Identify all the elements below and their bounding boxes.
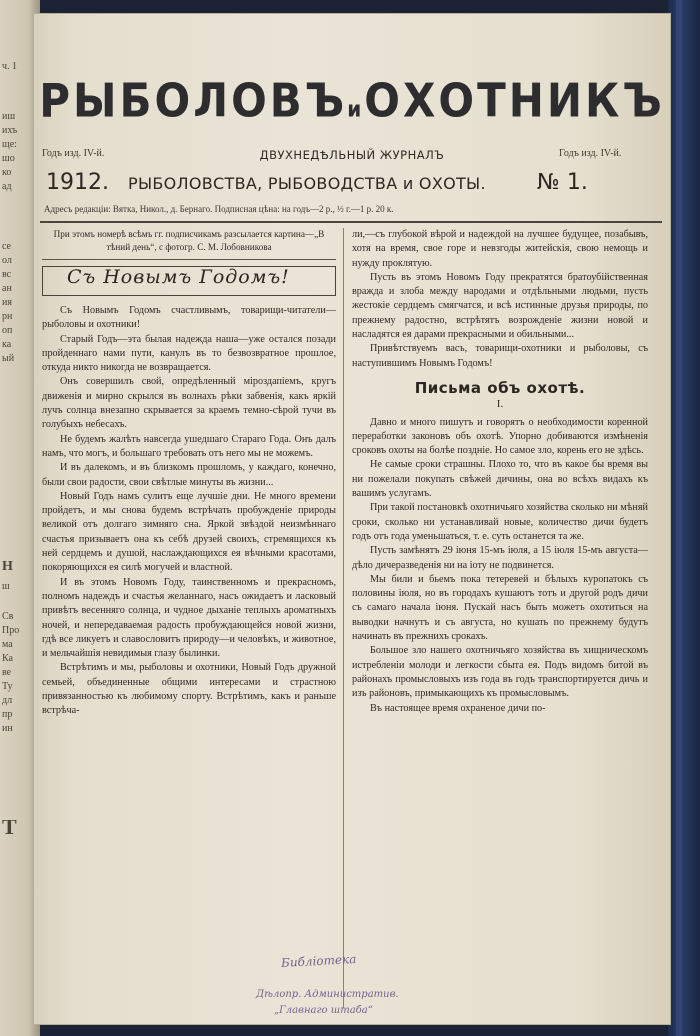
left-fragment: ще: — [2, 139, 17, 150]
left-fragment: ин — [2, 723, 13, 734]
issue-number: № 1. — [537, 170, 588, 195]
left-fragment: ч. 1 — [2, 61, 18, 72]
left-fragment: ый — [2, 353, 15, 364]
article-paragraph: Мы били и бьемъ пока тетеревей и бѣлыхъ куропатокъ съ половины іюля, но въ городахъ кушаютъ тотъ и другой родъ дичи съ самаго начала іюня. Пускай насъ быть можетъ охотиться на выводки начнутъ и съ августа, но кушать по прежнему будутъ начинать въ прежнихъ срокахъ. — [352, 573, 648, 643]
left-fragment: се — [2, 241, 11, 252]
left-fragment: ве — [2, 667, 12, 678]
publication-year-left: Годъ изд. IV-й. — [42, 148, 105, 159]
greeting-title: Съ Новымъ Годомъ! — [67, 266, 290, 288]
book-spine-edge — [668, 0, 700, 1036]
column-divider — [343, 228, 344, 1008]
article-paragraph: И въ этомъ Новомъ Году, таинственномъ и прекрасномъ, полномъ надеждъ и счастья желаннаго, насъ ожидаетъ и ласковый привѣтъ весенняго солнца, и чудное дыханіе теплыхъ ароматныхъ ночей, и непередаваемая радость пробуждающейся новой жизни, гдѣ все ликуетъ и славословитъ природу—и человѣкъ, и животное, и мельчайшія невидимыя глазу былинки. — [42, 576, 336, 660]
left-column — [42, 228, 336, 719]
greeting-title-box — [42, 266, 336, 296]
left-fragment: ан — [2, 283, 12, 294]
section-heading: Письма объ охотѣ. — [414, 378, 586, 397]
article-paragraph: ли,—съ глубокой вѣрой и надеждой на лучшее будущее, позабывъ, хотя на время, свое горе и невзгоды житейскія, свою немощь и нужду проклятую. — [352, 229, 648, 269]
left-fragment: Ка — [2, 653, 13, 664]
left-fragment: Св — [2, 611, 14, 622]
article-paragraph: Съ Новымъ Годомъ счастливымъ, товарищи-читатели—рыболовы и охотники! — [42, 305, 336, 331]
title-second: ОХОТНИКЪ — [364, 73, 665, 128]
masthead-title — [34, 74, 670, 128]
right-column — [352, 228, 648, 716]
left-fragment: Н — [2, 560, 13, 574]
issue-year: 1912. — [46, 170, 109, 195]
title-main: РЫБОЛОВЪ — [39, 73, 348, 128]
spine-stripe — [676, 0, 682, 1036]
article-paragraph: Пусть замѣнятъ 29 іюня 15-мъ іюля, а 15 іюля 15-мъ августа—дѣло дичеразведенія ни на іоту не подвинется. — [352, 545, 648, 571]
article-paragraph: Большое зло нашего охотничьяго хозяйства въ хищническомъ истребленіи молоди и легкости сбыта ея. Подъ видомъ битой въ районахъ промысловыхъ изъ года въ годъ транспортируется дичь и изъ районовъ, примыкающихъ къ промысловымъ. — [352, 645, 648, 700]
journal-subject: РЫБОЛОВСТВА, РЫБОВОДСТВА и ОХОТЫ. — [128, 174, 486, 193]
article-paragraph: Старый Годъ—эта былая надежда наша—уже остался позади пройденнаго нами пути, канулъ въ то безвозвратное прошлое, откуда никто никогда не возвращается. — [42, 333, 336, 374]
masthead-subtitle: ДВУХНЕДѢЛЬНЫЙ ЖУРНАЛЪ — [259, 148, 445, 162]
left-fragment: дл — [2, 695, 13, 706]
ownership-stamp-line2: „Главнаго штаба“ — [274, 1005, 373, 1016]
title-conjunction: и — [347, 95, 365, 122]
left-fragment: ш — [2, 581, 10, 592]
masthead-rule — [40, 221, 662, 223]
article-paragraph: Привѣтствуемъ васъ, товарищи-охотники и рыболовы, съ наступившимъ Новымъ Годомъ! — [352, 343, 648, 369]
left-fragment: Т — [2, 820, 17, 834]
left-fragment: пр — [2, 709, 13, 720]
left-fragment: Про — [2, 625, 20, 636]
left-fragment: ка — [2, 339, 12, 350]
left-fragment: ия — [2, 297, 12, 308]
masthead — [34, 14, 670, 224]
left-fragment: рн — [2, 311, 13, 322]
left-fragment: ма — [2, 639, 13, 650]
section-number: I. — [496, 398, 504, 411]
article-paragraph: Пусть въ этомъ Новомъ Году прекратятся братоубійственная вражда и злоба между народами и отдѣльными людьми, пусть жестокіе сердцемъ смягчатся, и всѣ истинные друзья природы, по прежнему радостно, встрѣтятъ возрожденіе жизни новой и насладятся ея дарами прекрасными и обильными... — [352, 271, 648, 341]
editorial-address: Адресъ редакціи: Вятка, Никол., д. Бернаго. Подписная цѣна: на годъ—2 р., ½ г.—1 р. 20 к. — [44, 204, 394, 214]
left-fragment: оп — [2, 325, 13, 336]
ownership-stamp-line1: Дѣлопр. Административ. — [256, 989, 399, 1000]
newspaper-page — [34, 14, 670, 1024]
article-paragraph: Новый Годъ намъ сулитъ еще лучшіе дни. Не много времени пройдетъ, и мы снова будемъ встрѣчать пробужденіе природы великой отъ долгаго зимняго сна. Яркой звѣздой неизмѣннаго счастья призываетъ она къ себѣ друзей своихъ, стремящихся къ ней сердцемъ и душой, наслаждающихся ея вѣчными красотами, покоряющихся ея силѣ могучей и властной. — [42, 490, 336, 574]
article-paragraph: Встрѣтимъ и мы, рыболовы и охотники, Новый Годъ дружной семьей, объединенные общими интересами и страстною привязанностью къ любимому спорту. Встрѣтимъ, какъ и раньше встрѣча- — [42, 662, 336, 717]
left-fragment: Ту — [2, 681, 13, 692]
library-stamp: Библіотека — [280, 952, 357, 970]
article-paragraph: Давно и много пишутъ и говорятъ о необходимости коренной переработки законовъ объ охотѣ. Упорно добиваются измѣненія сроковъ охоты на болѣе поздніе. Но самое зло, корень его не здѣсь. — [352, 416, 648, 457]
publication-year-right: Годъ изд. IV-й. — [559, 148, 622, 159]
article-paragraph: И въ далекомъ, и въ близкомъ прошломъ, у каждаго, конечно, были свои радости, свои свѣтлые минуты въ жизни... — [42, 462, 336, 488]
article-paragraph: Не самые сроки страшны. Плохо то, что въ какое бы время вы ни пожелали покупать свѣжей дичины, она во всѣхъ видахъ къ вашимъ услугамъ. — [352, 459, 648, 500]
left-fragment: ад — [2, 181, 12, 192]
article-paragraph: При такой постановкѣ охотничьяго хозяйства сколько ни мѣняй сроки, сколько ни устанавливай новые, количество дичи будетъ годъ отъ года уменьшаться, т. е. суть останется та же. — [352, 502, 648, 542]
notice-rule — [42, 259, 336, 260]
left-fragment: ол — [2, 255, 12, 266]
left-fragment: ко — [2, 167, 12, 178]
article-paragraph: Въ настоящее время охраненое дичи по- — [370, 702, 546, 714]
subscriber-notice: При этомъ номерѣ всѣмъ гг. подписчикамъ разсылается картина—„В тѣний день“, с фотогр. С. М. Лобовникова — [53, 229, 325, 252]
left-fragment: ихъ — [2, 125, 18, 136]
left-fragment: вс — [2, 269, 12, 280]
article-paragraph: Не будемъ жалѣть навсегда ушедшаго Стараго Года. Онъ далъ намъ, что могъ, и большаго требовать отъ него мы не можемъ. — [42, 433, 336, 459]
left-fragment: иш — [2, 111, 16, 122]
left-fragment: шо — [2, 153, 15, 164]
article-paragraph: Онъ совершилъ свой, опредѣленный міроздапіемъ, кругъ движенія и мирно скрылся въ волнахъ рѣки забвенія, какъ яркій лучъ солнца внезапно скрывается за краемъ темно-сѣрой тучи въ голубыхъ небесахъ. — [42, 376, 336, 431]
